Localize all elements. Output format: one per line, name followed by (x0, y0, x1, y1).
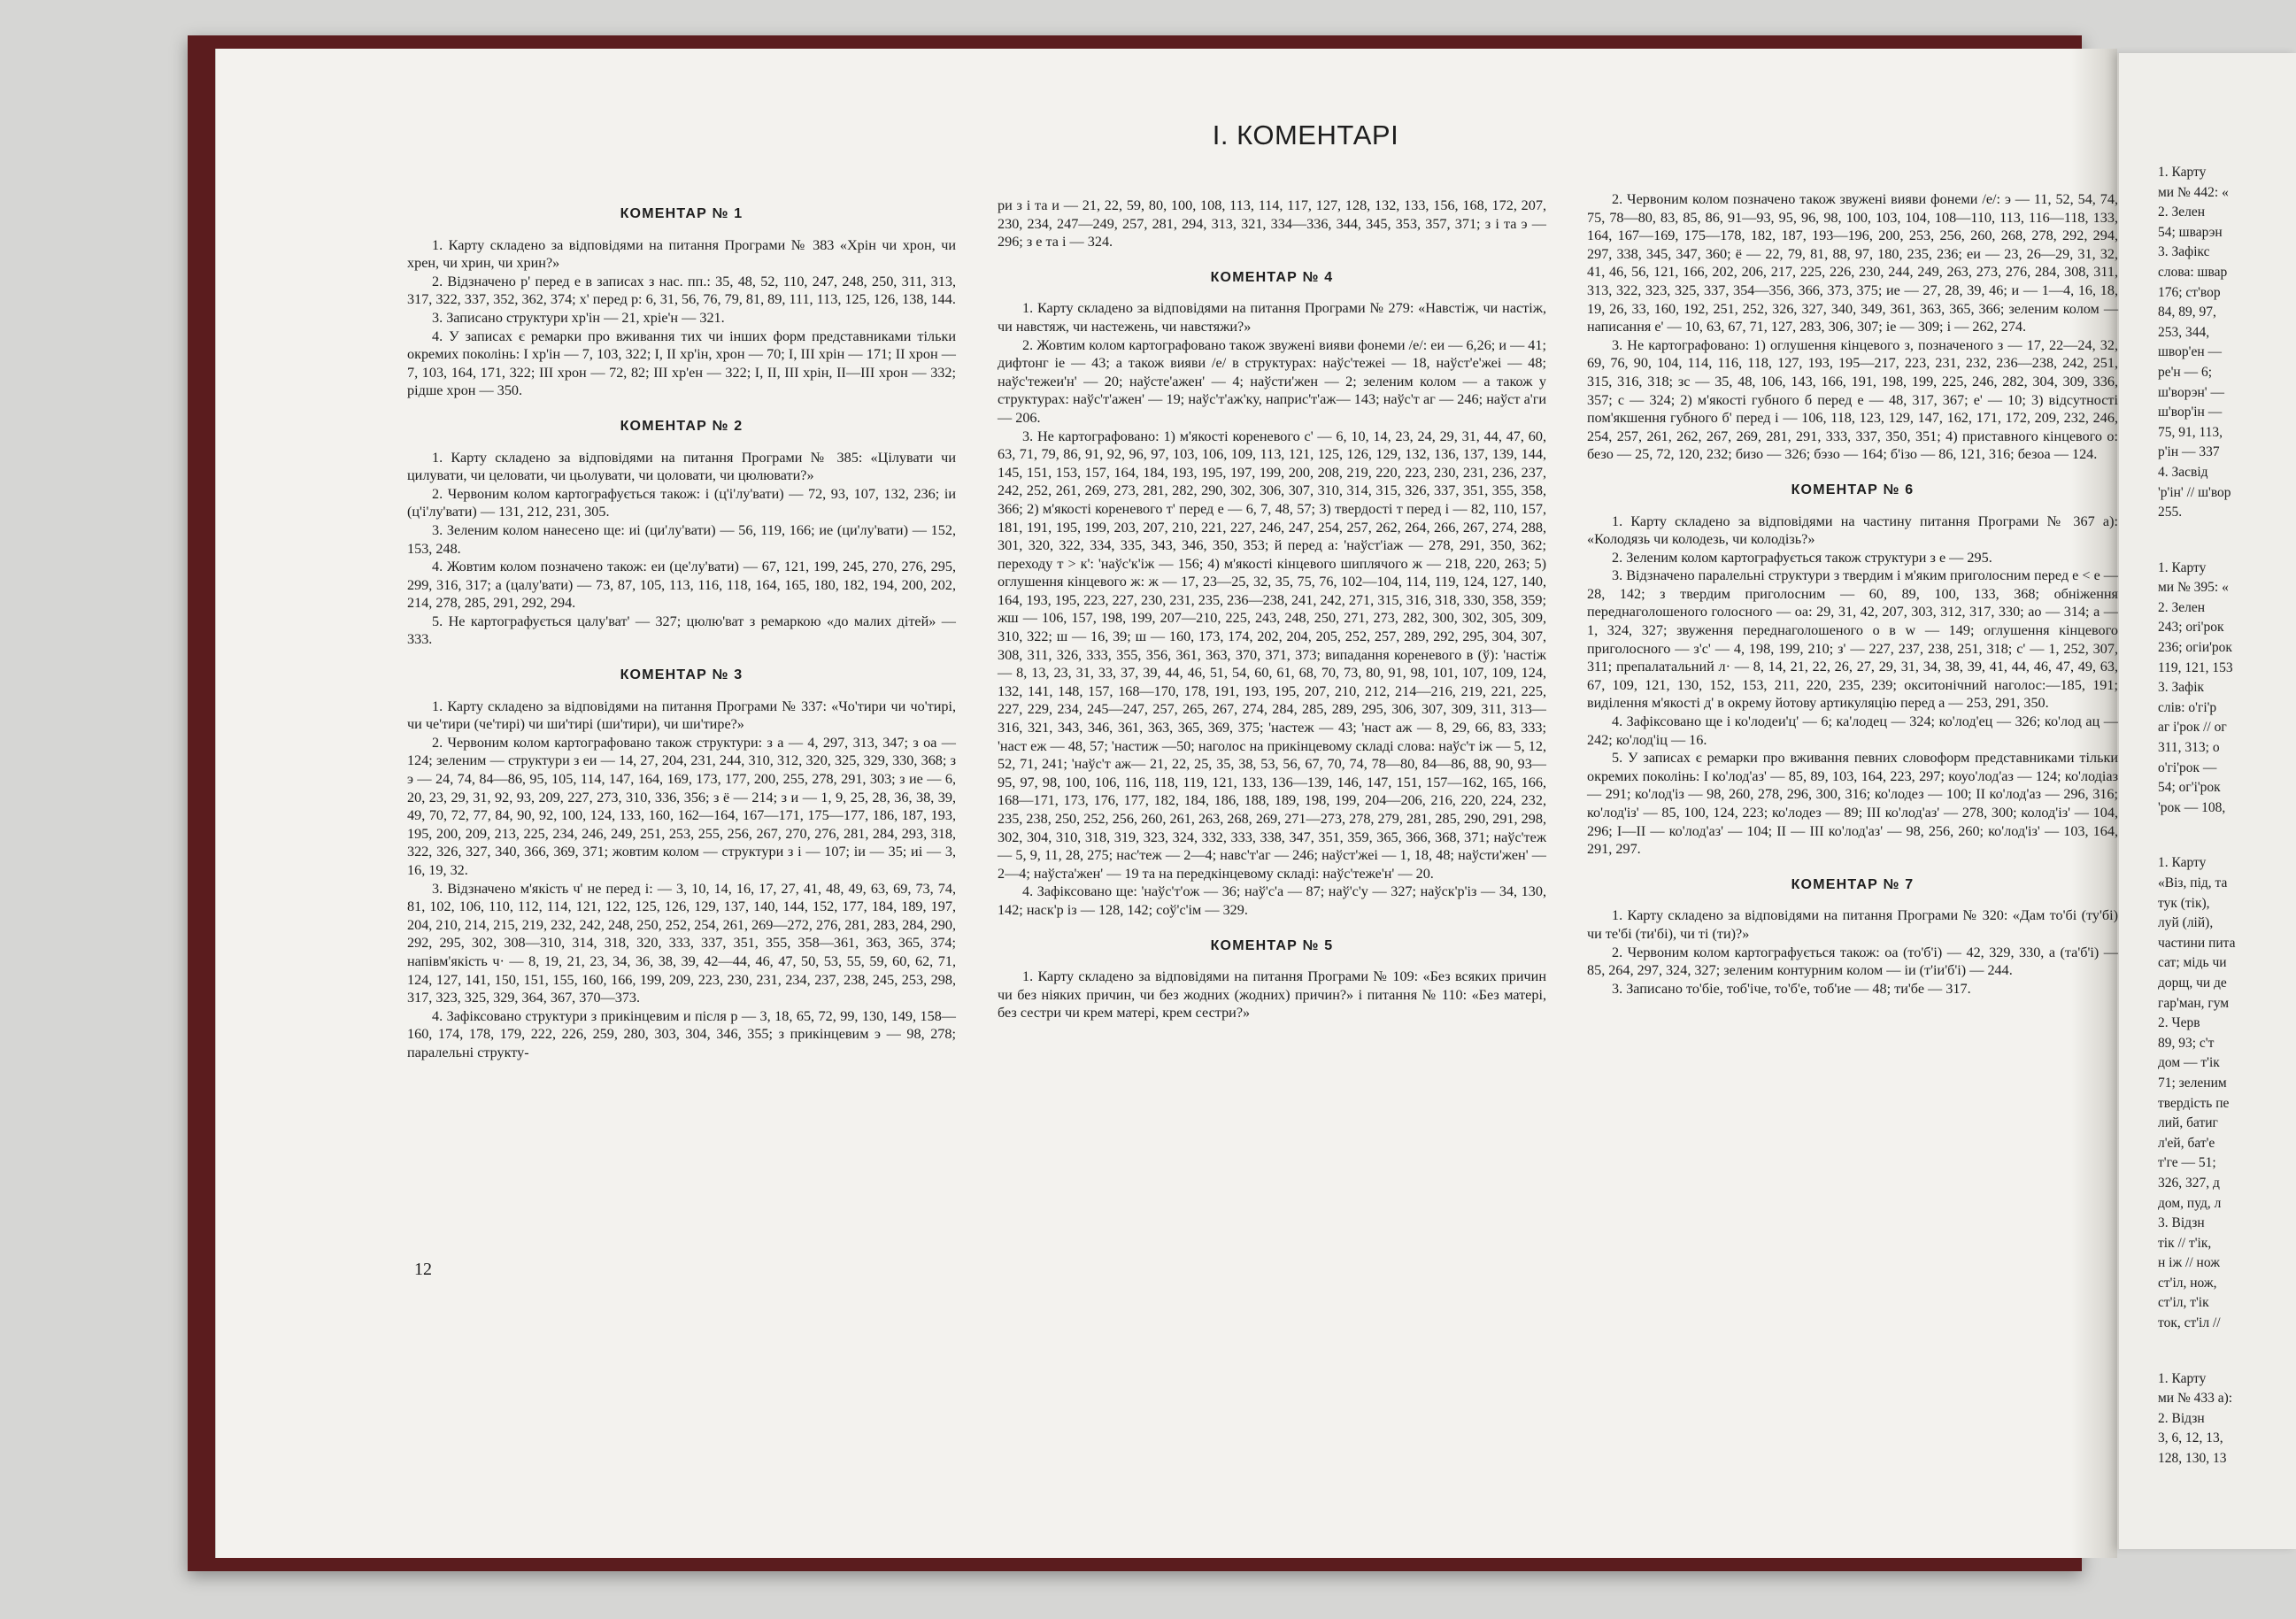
text-fragment: 236; огіи'рок (2158, 640, 2232, 656)
comment-paragraph: ри з і та и — 21, 22, 59, 80, 100, 108, 113, 114, 117, 127, 128, 132, 133, 156, 168, 172, 207, 230, 234, 247—249, 257, 281, 294, 313, 321, 334—336, 344, 345, 353, 357, 371; з і та э — 296; з е та і — 324. (998, 197, 1546, 251)
text-fragment: н іж // нож (2158, 1255, 2220, 1271)
text-column-3 (1587, 190, 2118, 1253)
text-fragment: сат; мідь чи (2158, 955, 2227, 971)
text-fragment: 2. Зелен (2158, 204, 2206, 220)
comment-paragraph: 4. Зафіксовано структури з прикінцевим и після р — 3, 18, 65, 72, 99, 130, 149, 158—160, 174, 178, 179, 222, 226, 259, 280, 303, 304, 346, 355; з прикінцевим э — 98, 278; паралельні структу- (407, 1007, 956, 1060)
comment-paragraph: 1. Карту складено за відповідями на питання Програми № 337: «Чо'тири чи чо'тирі, чи че'тири (че'тирі) чи ши'тирі (ши'тири), чи ши'тире?» (407, 698, 956, 733)
comment-paragraph: 2. Червоним колом картографується також: оа (то'б'і) — 42, 329, 330, а (та'б'і) — 85, 264, 297, 324, 327; зеленим контурним колом — іи (т'іи'б'і) — 244. (1587, 944, 2118, 979)
text-fragment: 71; зеленим (2158, 1075, 2227, 1091)
text-fragment: 3, 6, 12, 13, (2158, 1430, 2223, 1446)
comment-heading: КОМЕНТАР № 5 (1210, 937, 1334, 953)
comment-paragraph: 3. Відзначено м'якість ч' не перед і: — 3, 10, 14, 16, 17, 27, 41, 48, 49, 63, 69, 73, 74, 81, 102, 106, 110, 112, 114, 121, 122, 125, 126, 129, 137, 140, 144, 152, 177, 184, 189, 197, 204, 210, 214, 215, 219, 232, 242, 248, 250, 252, 254, 261, 269—272, 276, 281, 283, 284, 290, 292, 295, 302, 308—310, 314, 318, 320, 333, 337, 351, 355, 358—361, 363, 365, 374; напівм'якість ч· — 8, 19, 21, 23, 34, 36, 38, 39, 42—44, 46, 47, 50, 53, 55, 59, 60, 62, 71, 124, 127, 141, 150, 151, 155, 160, 166, 199, 209, 223, 230, 231, 234, 237, 238, 245, 253, 298, 317, 323, 325, 329, 364, 367, 370—373. (407, 880, 956, 1006)
text-fragment: тук (тік), (2158, 895, 2210, 911)
text-fragment: лий, батиг (2158, 1115, 2218, 1131)
text-fragment: 'р'ін' // ш'вор (2158, 484, 2231, 500)
text-column-4-cropped (2158, 164, 2282, 1467)
text-fragment: ми № 442: « (2158, 184, 2229, 200)
comment-paragraph: 4. Зафіксовано ще і ко'лодеи'ц' — 6; ка'лодец — 324; ко'лод'ец — 326; ко'лод ац — 242; ко'лод'іц — 16. (1587, 713, 2118, 748)
text-fragment: р'ін — 337 (2158, 444, 2220, 460)
text-fragment: частини пита (2158, 935, 2236, 951)
text-fragment: 4. Засвід (2158, 464, 2208, 480)
text-fragment: гар'ман, гум (2158, 995, 2230, 1011)
comment-paragraph: 2. Червоним колом картографовано також структури: з а — 4, 297, 313, 347; з оа — 124; зеленим — структури з еи — 14, 27, 204, 231, 244, 310, 312, 320, 325, 329, 330, 368; з э — 24, 74, 84—86, 95, 105, 114, 147, 164, 169, 173, 177, 200, 255, 278, 291, 303; з иe — 6, 20, 23, 29, 31, 92, 93, 209, 227, 273, 310, 336, 356; з ё — 214; з и — 1, 9, 25, 28, 36, 38, 39, 49, 70, 72, 77, 84, 90, 92, 100, 124, 133, 160, 162—164, 167—171, 175—177, 186, 187, 193, 195, 200, 209, 213, 225, 234, 246, 249, 251, 253, 255, 256, 267, 270, 276, 281, 284, 293, 318, 322, 326, 327, 340, 366, 369, 371; жовтим колом — структури з і — 107; іи — 35; иі — 3, 16, 19, 32. (407, 734, 956, 878)
comment-heading: КОМЕНТАР № 3 (620, 667, 744, 683)
comment-paragraph: 5. Не картографується цалу'ват' — 327; цюлю'ват з ремаркою «до малих дітей» — 333. (407, 613, 956, 648)
text-fragment: 2. Зелен (2158, 599, 2206, 615)
comment-paragraph: 3. Не картографовано: 1) оглушення кінцевого з, позначеного з — 17, 22—24, 32, 69, 76, 90, 104, 114, 116, 118, 127, 193, 195—217, 223, 231, 232, 236—238, 242, 251, 315, 316, 318; зс — 35, 48, 106, 143, 166, 191, 198, 199, 225, 246, 282, 304, 309, 336, 357; с — 324; 2) м'якості губного б перед е — 48, 317, 367; е' — 10; 3) відсутності пом'якшення губного б' перед і — 106, 118, 123, 129, 147, 162, 171, 172, 209, 232, 246, 254, 257, 261, 262, 267, 269, 281, 291, 333, 337, 350, 351; 4) приставного кінцевого о: безо — 25, 72, 120, 232; бизо — 326; бэзо — 164; б'ізо — 86, 121, 316; безоа — 124. (1587, 336, 2118, 463)
section-gap (2158, 524, 2282, 559)
text-fragment: дом — т'ік (2158, 1055, 2220, 1071)
text-fragment: 2. Відзн (2158, 1410, 2205, 1426)
text-fragment: л'ей, бат'е (2158, 1135, 2215, 1151)
text-fragment: швор'ен — (2158, 344, 2222, 360)
text-fragment: луй (лій), (2158, 915, 2214, 931)
text-fragment: 255. (2158, 505, 2183, 520)
comment-paragraph: 1. Карту складено за відповідями на частину питання Програми № 367 а): «Колодязь чи колодезь, чи колодізь?» (1587, 513, 2118, 548)
text-fragment: 1. Карту (2158, 855, 2207, 871)
text-fragment: ст'іл, нож, (2158, 1275, 2217, 1291)
text-fragment: т'ге — 51; (2158, 1155, 2216, 1171)
text-fragment: ш'ворэн' — (2158, 384, 2224, 400)
text-fragment: ток, ст'іл // (2158, 1315, 2221, 1331)
text-fragment: 311, 313; о (2158, 740, 2220, 756)
text-fragment: 84, 89, 97, (2158, 305, 2216, 320)
text-fragment: «Віз, під, та (2158, 875, 2228, 890)
text-fragment: 3. Зафікс (2158, 244, 2210, 260)
comment-paragraph: 3. Відзначено паралельні структури з твердим і м'яким приголосним перед е < е — 28, 142; з твердим приголосним — 60, 89, 100, 133, 368; обніження переднаголошеного голосного — оа: 29, 31, 42, 207, 303, 312, 317, 330; ао — 314; а — 1, 324, 327; звуження переднаголошеного о в w — 149; оглушення кінцевого приголосного — з'с' — 4, 198, 199, 210; з' — 227, 237, 238, 251, 318; с' — 1, 252, 307, 311; препалатальний л· — 8, 14, 21, 22, 26, 27, 29, 31, 34, 38, 39, 41, 44, 46, 47, 49, 63, 67, 109, 121, 130, 152, 153, 211, 220, 235, 239; окситонічний наголос:—185, 191; виділення м'якості д' в окрему йотову артикуляцію перед а — 253, 291, 350. (1587, 567, 2118, 712)
comment-paragraph: 4. У записах є ремарки про вживання тих чи інших форм представниками тільки окремих поколінь: I хр'ін — 7, 103, 322; I, II хр'ін, хрон — 70; I, III хрін — 171; II хрон — 7, 103, 164, 171, 322; III хрон — 72, 82; III хр'ен — 322; I, II, III хрін, II—III хрон — 332; рідше хрон — 350. (407, 328, 956, 399)
comment-paragraph: 1. Карту складено за відповідями на питання Програми № 383 «Хрін чи хрон, чи хрен, чи хрин, чи хрин?» (407, 236, 956, 272)
text-fragment: 128, 130, 13 (2158, 1451, 2227, 1467)
comment-heading: КОМЕНТАР № 1 (620, 206, 744, 221)
text-fragment: 253, 344, (2158, 324, 2210, 340)
comment-heading: КОМЕНТАР № 4 (1210, 269, 1334, 285)
text-fragment: 75, 91, 113, (2158, 424, 2223, 440)
text-fragment: 2. Черв (2158, 1015, 2200, 1031)
comment-paragraph: 2. Червоним колом картографується також: і (ц'і'лу'вати) — 72, 93, 107, 132, 236; іи (ц'і'лу'вати) — 131, 212, 231, 305. (407, 485, 956, 520)
comment-paragraph: 2. Жовтим колом картографовано також звужені вияви фонеми /е/: еи — 6,26; и — 41; дифтонг іе — 43; а також вияви /е/ в структурах: наўс'тежеі — 18, наўст'е'жеі — 48; наўс'тежеи'н' — 20; наўсте'ажен' — 4; наўсти'жен — 2; зеленим колом — а також у структурах: наўс'т'ажен' — 19; наўс'т'аж'ку, наприс'т'аж— 143; наўс'т аг — 246; наўст а'ги — 206. (998, 336, 1546, 426)
section-gap (2158, 819, 2282, 854)
text-column-1 (407, 197, 956, 1062)
text-fragment: 326, 327, д (2158, 1175, 2220, 1191)
text-fragment: ми № 395: « (2158, 580, 2229, 596)
comment-paragraph: 2. Відзначено р' перед е в записах з нас. пп.: 35, 48, 52, 110, 247, 248, 250, 311, 313, 317, 322, 337, 352, 362, 374; х' перед р: 6, 31, 56, 76, 79, 81, 89, 111, 113, 125, 126, 138, 144. (407, 273, 956, 308)
text-fragment: дом, пуд, л (2158, 1195, 2222, 1211)
text-fragment: ми № 433 а): (2158, 1391, 2233, 1407)
comment-paragraph: 1. Карту складено за відповідями на питання Програми № 109: «Без всяких причин чи без ніяких причин, чи без жодних (жодних) причин?» і питання № 110: «Без матері, без сестри чи крем матері, крем сестри?» (998, 968, 1546, 1022)
text-fragment: 89, 93; с'т (2158, 1035, 2215, 1051)
text-fragment: 243; оrі'рок (2158, 620, 2224, 636)
comment-paragraph: 1. Карту складено за відповідями на питання Програми № 320: «Дам то'бі (ту'бі) чи те'бі (ти'бі), чи ті (ти)?» (1587, 907, 2118, 942)
comment-paragraph: 2. Червоним колом позначено також звужені вияви фонеми /е/: э — 11, 52, 54, 74, 75, 78—80, 83, 85, 86, 91—93, 95, 96, 98, 100, 103, 104, 108—110, 113, 116—118, 133, 164, 167—169, 175—178, 182, 187, 193—196, 200, 253, 256, 260, 268, 278, 292, 294, 297, 338, 345, 347, 360; ё — 22, 79, 81, 88, 97, 180, 235, 236; еи — 23, 26—29, 31, 32, 41, 46, 56, 121, 166, 202, 206, 217, 225, 226, 230, 244, 249, 263, 273, 276, 284, 308, 311, 313, 322, 323, 325, 337, 354—356, 366, 373, 375; иe — 27, 28, 39, 46; и — 1—4, 16, 18, 19, 26, 33, 160, 192, 251, 252, 326, 327, 340, 349, 361, 363, 365, 366; зеленим колом — написання е' — 10, 63, 67, 71, 127, 283, 306, 307; іе — 309; і — 262, 274. (1587, 191, 2118, 335)
text-fragment: ш'вор'ін — (2158, 405, 2223, 420)
text-fragment: 176; ст'вор (2158, 284, 2221, 300)
comment-paragraph: 1. Карту складено за відповідями на питання Програми № 279: «Навстіж, чи настіж, чи навстяж, чи настежень, чи навстяжи?» (998, 300, 1546, 335)
text-fragment: ст'іл, т'ік (2158, 1295, 2209, 1311)
section-gap (2158, 1335, 2282, 1370)
comment-paragraph: 5. У записах є ремарки про вживання певних словоформ представниками тільки окремих поколінь: I ко'лод'аз' — 85, 89, 103, 164, 223, 297; коуо'лод'аз — 124; ко'лодіаз — 291; ко'лод'із — 98, 260, 278, 296, 300, 316; ко'лодез — 100; II ко'лод'аз — 296, 316; ко'лод'із' — 85, 100, 124, 223; ко'лодез — 89; III ко'лод'аз' — 278, 300; колод'із' — 104, 296; I—II — ко'лод'аз' — 104; II — III ко'лод'аз' — 98, 256, 260; ко'лод'із' — 103, 164, 291, 297. (1587, 750, 2118, 858)
page-number: 12 (414, 1260, 432, 1279)
text-fragment: 1. Карту (2158, 559, 2207, 575)
text-fragment: 3. Відзн (2158, 1215, 2205, 1231)
text-fragment: слова: швар (2158, 264, 2228, 280)
text-fragment: дорщ, чи де (2158, 975, 2227, 991)
text-column-2 (998, 197, 1546, 1022)
text-fragment: аг і'рок // ог (2158, 720, 2227, 736)
comment-paragraph: 1. Карту складено за відповідями на питання Програми № 385: «Цілувати чи цилувати, чи целовати, чи цьолувати, чи цоловати, чи цюлювати?» (407, 449, 956, 484)
comment-heading: КОМЕНТАР № 2 (620, 418, 744, 434)
text-fragment: твердість пе (2158, 1095, 2230, 1111)
comment-paragraph: 4. Зафіксовано ще: 'наўс'т'ож — 36; наў'с'а — 87; наў'с'у — 327; наўск'р'із — 34, 130, 142; наск'р із — 128, 142; соў'с'ім — 329. (998, 883, 1546, 918)
comment-paragraph: 3. Записано структури хр'ін — 21, хріе'н — 321. (432, 309, 725, 326)
comment-paragraph: 3. Зеленим колом нанесено ще: иі (ци'лу'вати) — 56, 119, 166; иe (ци'лу'вати) — 152, 153, 248. (407, 521, 956, 557)
text-fragment: о'гі'рок — (2158, 759, 2217, 775)
comment-paragraph: 2. Зеленим колом картографується також структури з е — 295. (1612, 549, 1992, 566)
comment-paragraph: 3. Не картографовано: 1) м'якості кореневого с' — 6, 10, 14, 23, 24, 29, 31, 44, 47, 60, 63, 71, 79, 86, 91, 92, 96, 97, 103, 106, 109, 113, 121, 125, 126, 129, 132, 136, 137, 139, 144, 145, 151, 153, 157, 164, 184, 193, 195, 197, 199, 200, 208, 219, 220, 223, 230, 231, 236, 237, 242, 252, 261, 269, 273, 281, 282, 290, 302, 306, 307, 310, 314, 315, 326, 337, 351, 355, 358, 366; 2) м'якості кореневого т' перед е — 6, 7, 48, 57; 3) твердості т перед і — 82, 110, 157, 181, 191, 195, 199, 203, 207, 210, 221, 227, 246, 247, 254, 257, 262, 264, 266, 267, 274, 288, 301, 320, 322, 334, 335, 343, 346, 350, 353; й перед а: 'наўст'іаж — 278, 291, 350, 362; переходу т > к': 'наўс'к'іж — 156; 4) м'якості кінцевого шиплячого ж — 218, 220, 263; 5) оглушення кінцевого ж: ж — 17, 23—25, 32, 35, 75, 76, 102—104, 114, 119, 124, 127, 140, 164, 193, 195, 223, 227, 230, 231, 235, 236—238, 241, 242, 271, 315, 316, 318, 330, 358, 359; жш — 106, 157, 198, 199, 207—210, 225, 243, 248, 250, 271, 273, 282, 300, 302, 305, 309, 310, 322; ш — 16, 39; ш — 160, 173, 174, 202, 204, 205, 252, 257, 289, 292, 295, 304, 307, 308, 311, 326, 333, 355, 356, 361, 363, 370, 371, 373; випадання кореневого в (ў): 'настіж — 8, 13, 23, 31, 33, 37, 39, 44, 46, 51, 54, 60, 61, 68, 70, 73, 80, 91, 98, 101, 107, 109, 124, 132, 141, 148, 157, 168—170, 178, 191, 193, 195, 207, 210, 212, 214—216, 219, 221, 225, 227, 229, 234, 245—247, 257, 265, 267, 274, 284, 285, 289, 295, 306, 307, 309, 311, 313—316, 321, 343, 346, 361, 363, 365, 369, 375; 'настеж — 43; 'наст аж — 8, 29, 66, 83, 333; 'наст еж — 48, 57; 'настиж —50; наголос на прикінцевому складі слова: наўс'т іж — 5, 12, 52, 71, 241; 'наўс'т аж— 21, 22, 25, 35, 38, 53, 56, 67, 70, 74, 78—80, 84—86, 88, 90, 93—95, 97, 98, 100, 106, 116, 118, 119, 121, 133, 136—139, 146, 147, 151, 157—162, 165, 166, 168—171, 173, 176, 177, 182, 184, 186, 188, 189, 198, 199, 204—206, 216, 220, 224, 232, 235, 238, 250, 252, 256, 260, 261, 263, 268, 269, 271—273, 278, 279, 281, 285, 290, 291, 298, 302, 304, 310, 318, 319, 323, 324, 332, 333, 338, 347, 351, 359, 365, 366, 368, 371; наўс'теж — 5, 9, 11, 28, 275; нас'теж — 2—4; навс'т'аг — 246; наўст'жеі — 1, 18, 48; наўсти'жен' — 2—4; наўста'жен' — 19 та на передкінцевому складі: наўс'теже'н' — 20. (998, 428, 1546, 882)
text-fragment: 'рок — 108, (2158, 799, 2226, 815)
text-fragment: 54; шварэн (2158, 224, 2223, 240)
text-fragment: слів: о'гі'р (2158, 699, 2217, 715)
text-fragment: 1. Карту (2158, 165, 2207, 180)
comment-paragraph: 3. Записано то'біе, тоб'іче, то'б'е, тоб'ие — 48; ти'бе — 317. (1612, 980, 1971, 997)
comment-heading: КОМЕНТАР № 7 (1791, 876, 1915, 892)
comment-heading: КОМЕНТАР № 6 (1791, 482, 1915, 497)
page-title: І. КОМЕНТАРІ (1212, 119, 1399, 150)
text-fragment: 119, 121, 153 (2158, 659, 2233, 675)
text-fragment: 1. Карту (2158, 1370, 2207, 1386)
text-fragment: 3. Зафік (2158, 680, 2205, 696)
text-fragment: 54; ог'і'рок (2158, 780, 2221, 796)
text-fragment: тік // т'ік, (2158, 1235, 2212, 1251)
comment-paragraph: 4. Жовтим колом позначено також: еи (це'лу'вати) — 67, 121, 199, 245, 270, 276, 295, 299, 316, 317; а (цалу'вати) — 73, 87, 105, 113, 116, 118, 164, 165, 180, 182, 194, 200, 202, 214, 278, 285, 291, 292, 294. (407, 559, 956, 612)
text-fragment: ре'н — 6; (2158, 364, 2213, 380)
